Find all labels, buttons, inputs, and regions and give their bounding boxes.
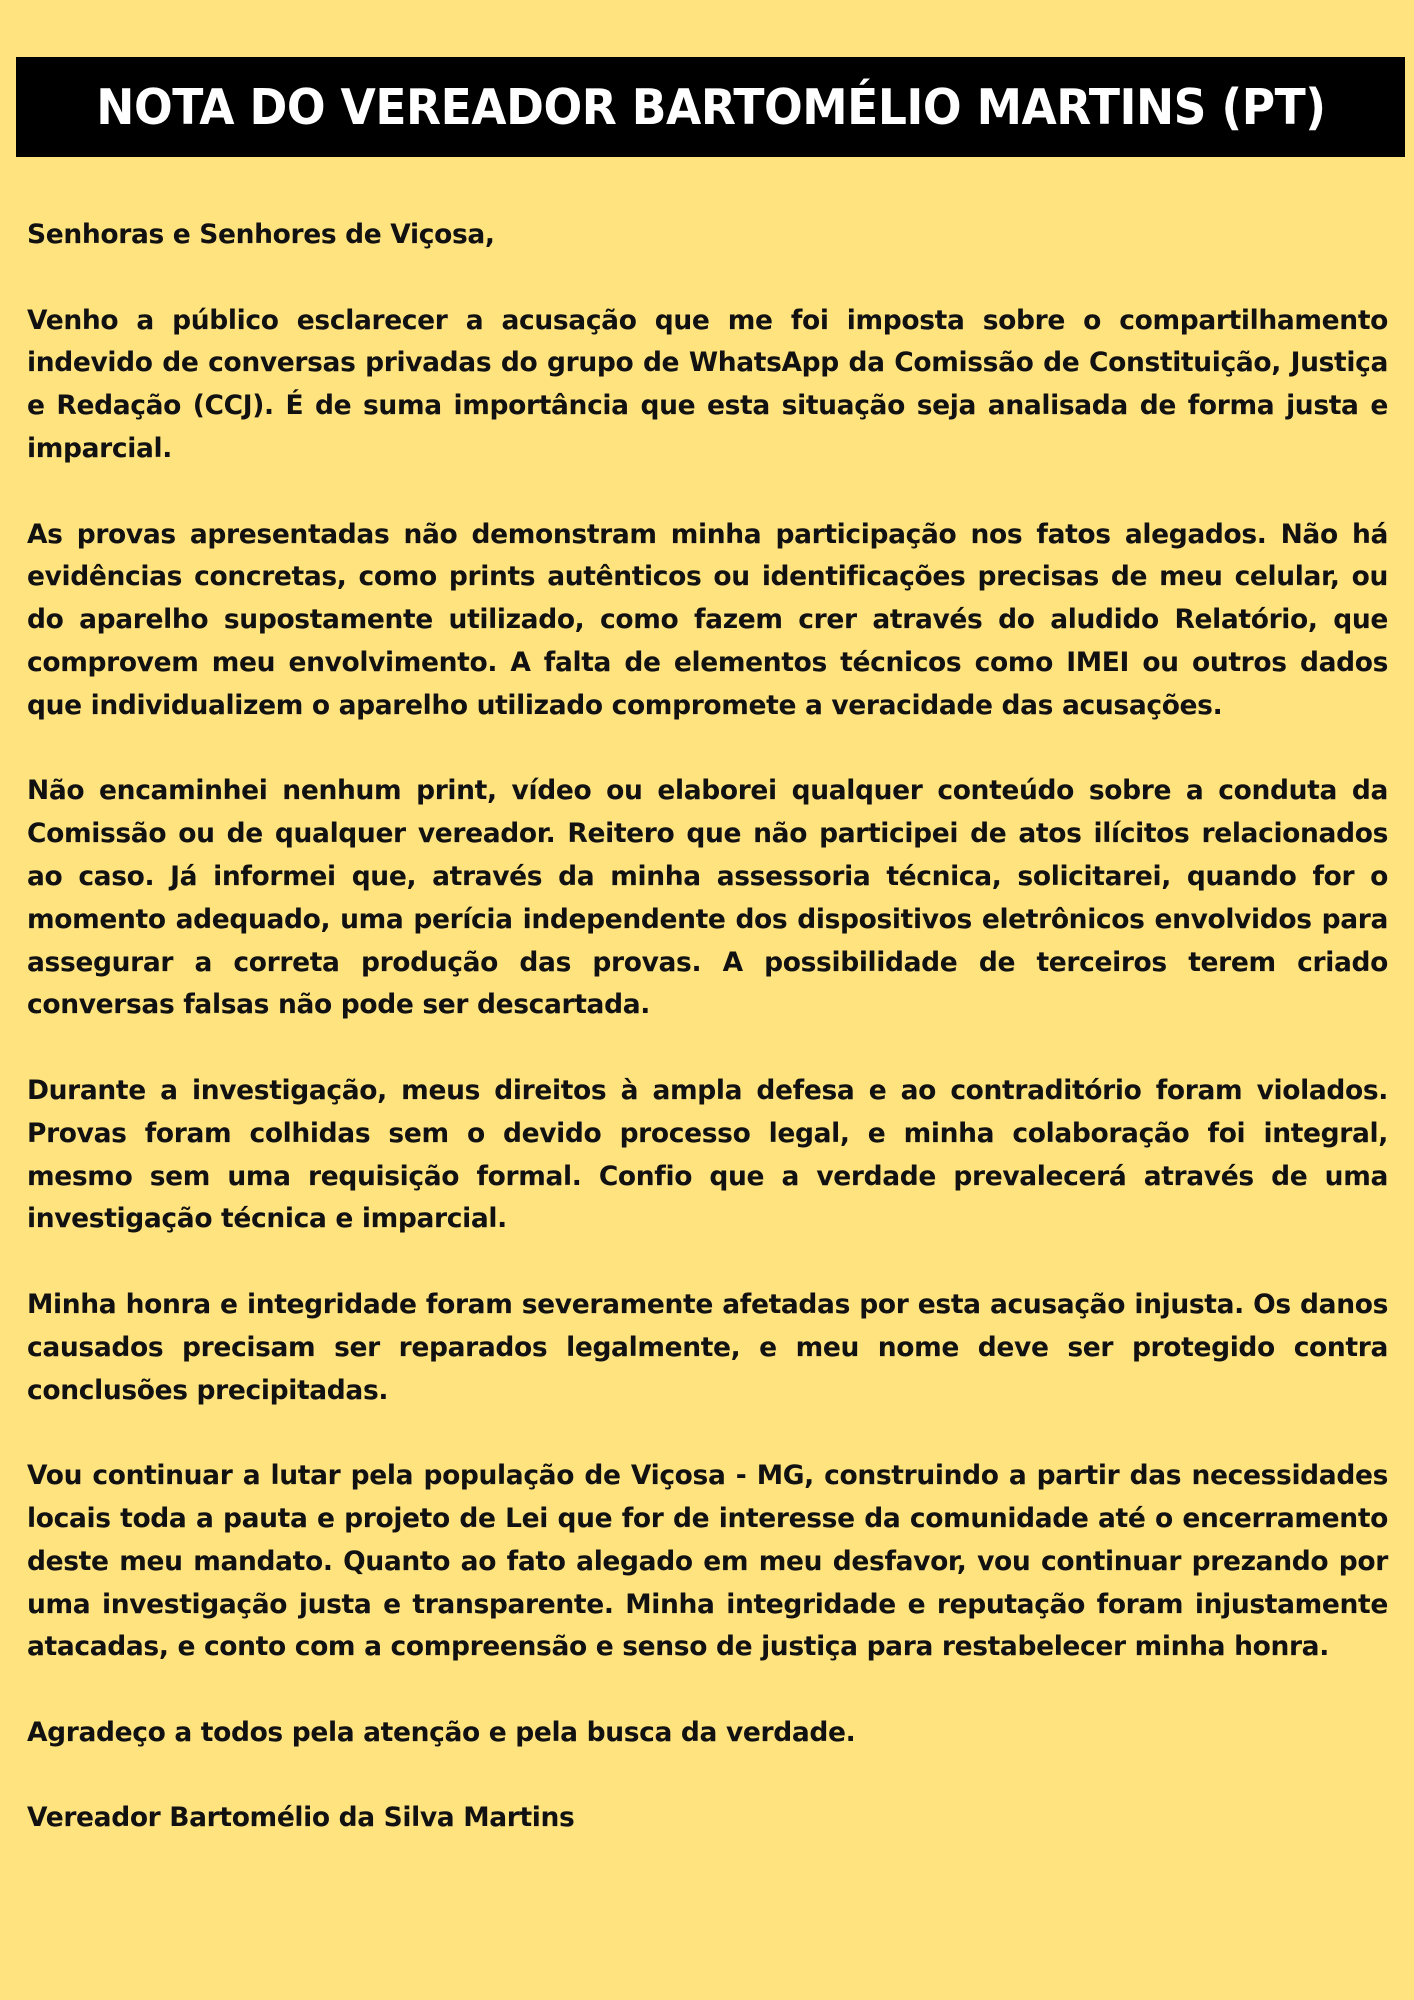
paragraph-commitment: Vou continuar a lutar pela população de Viçosa - MG, construindo a partir das necessidades locais toda a pauta e projeto de Lei que for de interesse da comunidade até o encerramento deste meu mandato. Quanto ao fato alegado em meu desfavor, vou continuar prezando por uma investigação justa e transparente. Minha integridade e reputação foram injustamente atacadas, e conto com a compreensão e senso de justiça para restabelecer minha honra.	[27, 1460, 1388, 1663]
header-banner	[16, 57, 1405, 157]
greeting: Senhoras e Senhores de Viçosa,	[27, 219, 495, 250]
paragraph-evidence: As provas apresentadas não demonstram minha participação nos fatos alegados. Não há evidências concretas, como prints autênticos ou identificações precisas de meu celular, ou do aparelho supostamente utilizado, como fazem crer através do aludido Relatório, que comprovem meu envolvimento. A falta de elementos técnicos como IMEI ou outros dados que individualizem o aparelho utilizado compromete a veracidade das acusações.	[27, 518, 1388, 721]
paragraph-rights-violated: Durante a investigação, meus direitos à ampla defesa e ao contraditório foram violados. Provas foram colhidas sem o devido processo legal, e minha colaboração foi integral, mesmo sem uma requisição formal. Confio que a verdade prevalecerá através de uma investigação técnica e imparcial.	[27, 1074, 1388, 1235]
paragraph-denial: Não encaminhei nenhum print, vídeo ou elaborei qualquer conteúdo sobre a conduta da Comissão ou de qualquer vereador. Reitero que não participei de atos ilícitos relacionados ao caso. Já informei que, através da minha assessoria técnica, solicitarei, quando for o momento adequado, uma perícia independente dos dispositivos eletrônicos envolvidos para assegurar a correta produção das provas. A possibilidade de terceiros terem criado conversas falsas não pode ser descartada.	[27, 775, 1388, 1021]
letter-body	[27, 214, 1388, 1840]
paragraph-clarification: Venho a público esclarecer a acusação que me foi imposta sobre o compartilhamento indevido de conversas privadas do grupo de WhatsApp da Comissão de Constituição, Justiça e Redação (CCJ). É de suma importância que esta situação seja analisada de forma justa e imparcial.	[27, 304, 1388, 464]
closing-thanks: Agradeço a todos pela atenção e pela busca da verdade.	[27, 1716, 856, 1748]
signature: Vereador Bartomélio da Silva Martins	[27, 1802, 575, 1834]
paragraph-honor: Minha honra e integridade foram severamente afetadas por esta acusação injusta. Os danos causados precisam ser reparados legalmente, e meu nome deve ser protegido contra conclusões precipitadas.	[27, 1288, 1388, 1406]
page-title: NOTA DO VEREADOR BARTOMÉLIO MARTINS (PT)	[95, 78, 1326, 136]
